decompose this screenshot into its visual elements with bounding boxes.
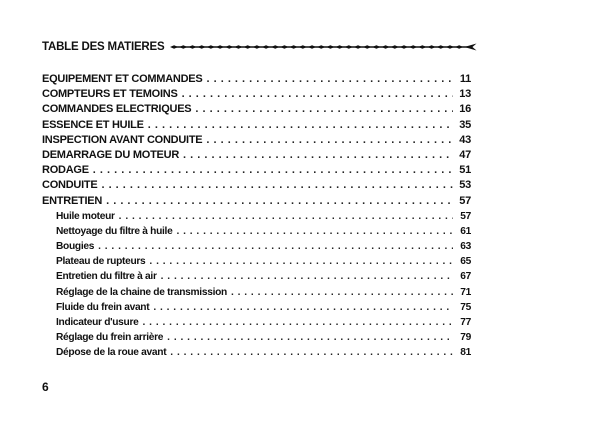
toc-entry-page: 53 (459, 179, 471, 192)
toc-entry-page: 51 (459, 164, 471, 177)
dot-leader (231, 285, 453, 300)
dot-leader (170, 345, 453, 360)
toc-entry-label: Dépose de la roue avant (56, 347, 167, 359)
toc-entry[interactable] (42, 133, 471, 148)
dot-leader (101, 178, 453, 193)
toc-entry-label: RODAGE (42, 164, 89, 177)
dot-leader (183, 148, 453, 163)
dot-leader (206, 133, 453, 148)
toc-entry[interactable] (42, 87, 471, 102)
dot-leader (176, 224, 453, 239)
toc-entry-label: Fluide du frein avant (56, 301, 150, 313)
dot-leader (161, 269, 453, 284)
dot-leader (206, 72, 453, 87)
toc-entry[interactable] (42, 118, 471, 133)
toc-entry-page: 35 (459, 118, 471, 131)
toc-subentry[interactable] (42, 254, 471, 269)
toc-entry-page: 57 (459, 194, 471, 207)
toc-entry[interactable] (42, 178, 471, 193)
toc-entry-label: Plateau de rupteurs (56, 256, 146, 268)
toc-entry-label: Réglage du frein arrière (56, 332, 164, 344)
toc-subentry[interactable] (42, 345, 471, 360)
toc-entry[interactable] (42, 102, 471, 117)
toc-entry-label: Huile moteur (56, 210, 115, 222)
toc-entry-label: Bougies (56, 241, 95, 253)
toc-entry-label: Indicateur d'usure (56, 317, 139, 328)
toc-entry[interactable] (42, 194, 471, 209)
toc-entry-page: 67 (460, 271, 471, 283)
toc-subentry[interactable] (42, 209, 471, 224)
dot-leader (149, 254, 453, 269)
dot-leader (182, 87, 453, 102)
toc-entry-label: Réglage de la chaine de transmission (56, 286, 227, 298)
dot-leader (167, 330, 453, 345)
toc-subentry[interactable] (42, 330, 471, 345)
page-title: TABLE DES MATIERES (42, 41, 165, 53)
dot-leader (143, 315, 453, 330)
toc-entry-label: COMPTEURS ET TEMOINS (42, 88, 178, 101)
toc-entry-page: 65 (460, 256, 471, 268)
toc-subentry[interactable] (42, 315, 471, 330)
toc-entry-page: 11 (459, 73, 471, 85)
toc-entry-label: Nettoyage du filtre à huile (56, 225, 173, 237)
dot-leader (93, 163, 453, 178)
toc-entry-label: COMMANDES ELECTRIQUES (42, 103, 192, 116)
toc-header (42, 40, 477, 54)
table-of-contents (42, 72, 471, 361)
toc-entry-page: 61 (460, 225, 471, 237)
dot-leader (148, 118, 453, 133)
toc-entry-label: ENTRETIEN (42, 194, 103, 207)
toc-entry-label: DEMARRAGE DU MOTEUR (42, 148, 180, 161)
toc-entry-page: 75 (460, 301, 471, 313)
toc-subentry[interactable] (42, 285, 471, 300)
toc-subentry[interactable] (42, 300, 471, 315)
dot-leader (195, 102, 453, 117)
toc-entry-label: ESSENCE ET HUILE (42, 118, 144, 131)
toc-entry-page: 43 (459, 133, 471, 146)
toc-entry-page: 47 (459, 148, 471, 161)
toc-entry-page: 63 (460, 241, 471, 253)
toc-entry-label: EQUIPEMENT ET COMMANDES (42, 73, 203, 85)
toc-entry[interactable] (42, 148, 471, 163)
page-number: 6 (42, 380, 49, 394)
toc-entry-page: 77 (460, 317, 471, 328)
dot-leader (119, 209, 453, 224)
toc-entry-page: 13 (459, 88, 471, 101)
toc-subentry[interactable] (42, 239, 471, 254)
toc-entry-page: 81 (460, 347, 471, 359)
toc-entry-page: 79 (460, 332, 471, 344)
toc-entry[interactable] (42, 163, 471, 178)
toc-entry-page: 16 (459, 103, 471, 116)
dot-leader (98, 239, 453, 254)
toc-entry[interactable] (42, 72, 471, 87)
toc-subentry[interactable] (42, 269, 471, 284)
toc-subentry[interactable] (42, 224, 471, 239)
ornamental-rule-icon (170, 42, 477, 52)
dot-leader (153, 300, 453, 315)
toc-entry-label: INSPECTION AVANT CONDUITE (42, 133, 203, 146)
toc-entry-page: 71 (460, 286, 471, 298)
dot-leader (106, 194, 453, 209)
toc-entry-label: CONDUITE (42, 179, 98, 192)
toc-entry-page: 57 (460, 210, 471, 222)
toc-entry-label: Entretien du filtre à air (56, 271, 157, 283)
